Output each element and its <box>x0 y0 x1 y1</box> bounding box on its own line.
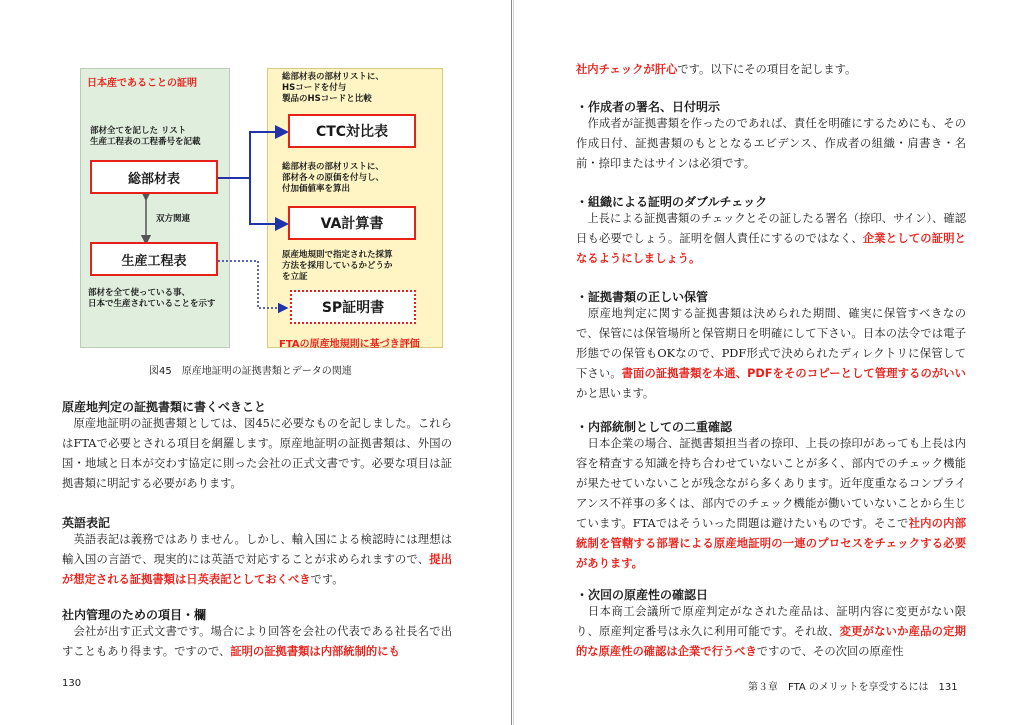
left-paragraph-3: 会社が出す正式文書です。場合により回答を会社の代表である社長名で出すこともあり得ます。ですので、証明の証拠書類は内部統制的にも <box>62 625 452 658</box>
page-number-left: 130 <box>62 678 82 689</box>
box-sp: SP証明書 <box>290 290 416 324</box>
right-heading-5: ・次回の原産性の確認日 <box>576 588 709 602</box>
figure-left-title: 日本産であることの証明 <box>87 78 197 89</box>
right-paragraph-0: 社内チェックが肝心です。以下にその項目を記します。 <box>576 63 857 76</box>
figure-caption: 図45 原産地証明の証拠書類とデータの関連 <box>149 366 352 377</box>
left-heading-1: 原産地判定の証拠書類に書くべきこと <box>62 400 267 414</box>
right-heading-2: ・組織による証明のダブルチェック <box>576 195 768 209</box>
right-heading-3: ・証拠書類の正しい保管 <box>576 290 709 304</box>
left-paragraph-1: 原産地証明の証拠書類としては、図45に必要なものを記しました。これらはFTAで必要とされる項目を網羅します。原産地証明の証拠書類は、外国の国・地域と日本が交わす協定に則った会社の正式文書です。必要な項目は証拠書類に明記する必要があります。 <box>62 417 452 490</box>
box-ctc: CTC対比表 <box>288 114 416 148</box>
gutter-line-shadow <box>513 0 514 725</box>
right-page-footer: 第３章 FTA のメリットを享受するには 131 <box>748 682 958 693</box>
figure-45 <box>80 68 445 353</box>
right-emphasis-5: 変更がないか産品の定期的な原産性の確認は企業で行うべき <box>576 625 966 658</box>
right-emphasis-3: 書面の証拠書類を本通、PDFをそのコピーとして管理するのがいい <box>621 367 966 380</box>
right-heading-4: ・内部統制としての二重確認 <box>576 420 733 434</box>
note-va: 総部材表の部材リストに、 部材各々の原価を付与し、 付加価値率を算出 <box>282 162 385 194</box>
left-heading-2: 英語表記 <box>62 516 111 530</box>
note-ctc: 総部材表の部材リストに、 HSコードを付与 製品のHSコードと比較 <box>282 72 384 104</box>
left-emphasis-2: 提出が想定される証拠書類は日英表記としておくべき <box>62 553 452 586</box>
box-seisan-koteihyo: 生産工程表 <box>90 242 218 276</box>
right-paragraph-4: 日本企業の場合、証拠書類担当者の捺印、上長の捺印があっても上長は内容を精査する知識を持ち合わせていないことが多く、部内でのチェック機能が果たせていないことが残念ながら多くあります。近年度重なるコンプライアンス不祥事の多くは、部内でのチェック機能が働いていないことから生じています。FTAではそういった問題は避けたいものです。そこで社内の内部統制を管轄する部署による原産地証明の一連のプロセスをチェックする必要があります。 <box>576 437 966 570</box>
left-heading-3: 社内管理のための項目・欄 <box>62 608 207 622</box>
left-paragraph-2: 英語表記は義務ではありません。しかし、輸入国による検認時には理想は輸入国の言語で、現実的には英語で対応することが求められますので、提出が想定される証拠書類は日英表記としておくべきです。 <box>62 533 452 586</box>
figure-right-footer: FTAの原産地規則に基づき評価 <box>279 339 420 350</box>
note-sogo: 部材全てを記した リスト 生産工程表の工程番号を記載 <box>90 126 201 147</box>
right-paragraph-2: 上長による証拠書類のチェックとその証したる署名（捺印、サイン）、確認日も必要でしょう。証明を個人責任にするのではなく、企業としての証明となるようにしましょう。 <box>576 212 966 265</box>
right-paragraph-5: 日本商工会議所で原産判定がなされた産品は、証明内容に変更がない限り、原産判定番号は永久に利用可能です。それ故、変更がないか産品の定期的な原産性の確認は企業で行うべきですので、その次回の原産性 <box>576 605 966 658</box>
right-emphasis-4: 社内の内部統制を管轄する部署による原産地証明の一連のプロセスをチェックする必要があります。 <box>576 517 966 570</box>
right-emphasis-0: 社内チェックが肝心 <box>576 63 678 76</box>
right-paragraph-1: 作成者が証拠書類を作ったのであれば、責任を明確にするためにも、その作成日付、証拠書類のもととなるエビデンス、作成者の組織・肩書き・名前・捺印またはサインは必須です。 <box>576 117 966 170</box>
box-sogo-buzaihyo: 総部材表 <box>90 160 218 194</box>
right-heading-1: ・作成者の署名、日付明示 <box>576 100 721 114</box>
note-sp: 原産地規則で指定された採算 方法を採用しているかどうか を立証 <box>282 250 393 282</box>
gutter-line <box>511 0 512 725</box>
left-emphasis-3: 証明の証拠書類は内部統制的にも <box>230 645 400 658</box>
note-seisan: 部材を全て使っている事、 日本で生産されていることを示す <box>88 288 216 309</box>
right-paragraph-3: 原産地判定に関する証拠書類は決められた期間、確実に保管すべきなので、保管には保管場所と保管期日を明確にして下さい。日本の法令では電子形態での保管もOKなので、PDF形式で決められたディレクトリに保管して下さい。書面の証拠書類を本通、PDFをそのコピーとして管理するのがいいかと思います。 <box>576 307 966 400</box>
label-mutual: 双方関連 <box>156 214 191 224</box>
right-emphasis-2: 企業としての証明となるようにしましょう。 <box>576 232 966 265</box>
box-va: VA計算書 <box>288 206 416 240</box>
